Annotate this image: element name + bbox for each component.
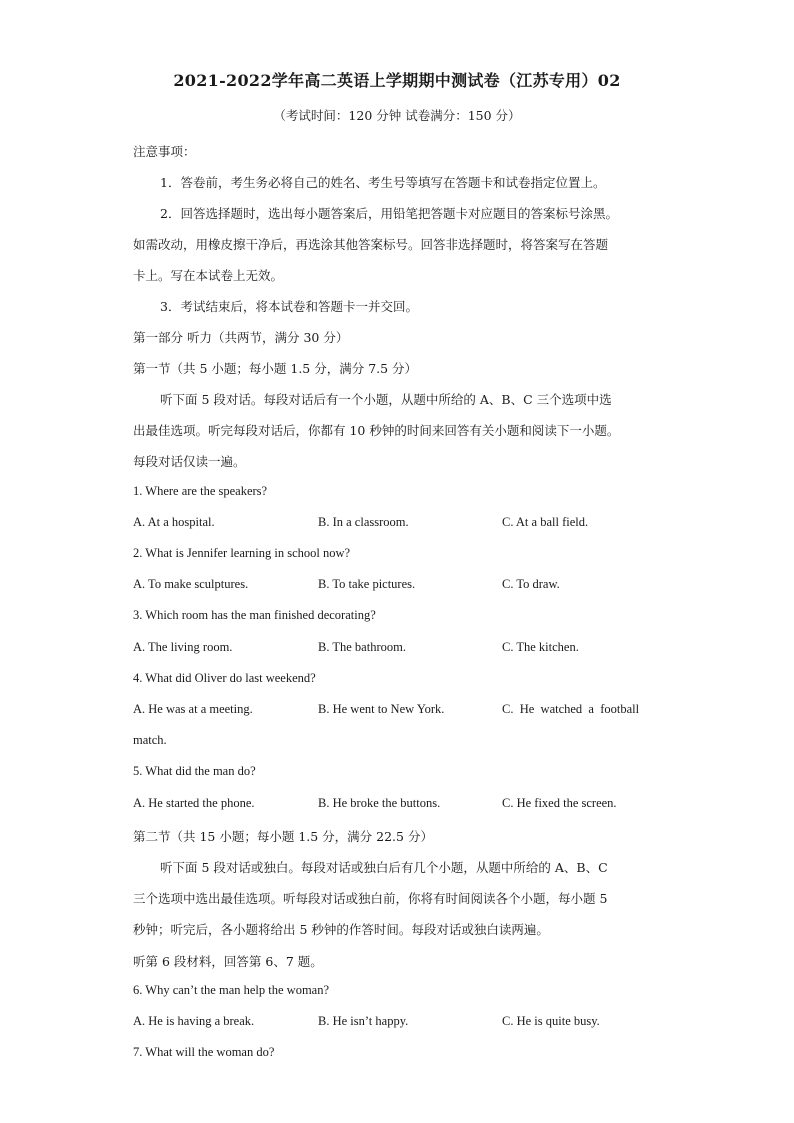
- question-2-option-b: B. To take pictures.: [318, 577, 416, 591]
- question-4-option-a: A. He was at a meeting.: [133, 702, 253, 716]
- note-item-2-line-3: 卡上。写在本试卷上无效。: [133, 268, 284, 283]
- note-item-2-line-2: 如需改动，用橡皮擦干净后，再选涂其他答案标号。回答非选择题时，将答案写在答题: [133, 237, 609, 252]
- question-1-option-a: A. At a hospital.: [133, 515, 215, 529]
- question-6-option-b: B. He isn’t happy.: [318, 1014, 409, 1028]
- question-4-stem: 4. What did Oliver do last weekend?: [133, 671, 316, 685]
- part1-heading: 第一部分 听力（共两节，满分 30 分）: [133, 330, 349, 345]
- question-5-option-b: B. He broke the buttons.: [318, 796, 441, 810]
- question-4-option-c: C. He watched a football: [502, 702, 640, 716]
- question-6-option-a: A. He is having a break.: [133, 1014, 255, 1028]
- question-1-stem: 1. Where are the speakers?: [133, 484, 268, 498]
- note-item-3: 3．考试结束后，将本试卷和答题卡一并交回。: [160, 299, 418, 314]
- question-5-option-c: C. He fixed the screen.: [502, 796, 617, 810]
- section2-instruction-line-1: 听下面 5 段对话或独白。每段对话或独白后有几个小题，从题中所给的 A、B、C: [160, 860, 608, 875]
- question-7-stem: 7. What will the woman do?: [133, 1045, 275, 1059]
- question-2-stem: 2. What is Jennifer learning in school now?: [133, 546, 351, 560]
- section2-heading: 第二节（共 15 小题；每小题 1.5 分，满分 22.5 分）: [133, 829, 433, 844]
- note-item-1: 1．答卷前，考生务必将自己的姓名、考生号等填写在答题卡和试卷指定位置上。: [160, 175, 606, 190]
- question-3-option-c: C. The kitchen.: [502, 640, 579, 654]
- question-3-option-b: B. The bathroom.: [318, 640, 406, 654]
- notes-heading: 注意事项：: [133, 144, 196, 159]
- question-2-option-c: C. To draw.: [502, 577, 560, 591]
- question-4-option-c-continued: match.: [133, 733, 167, 747]
- exam-subtitle: （考试时间：120 分钟 试卷满分：150 分）: [273, 108, 521, 123]
- question-1-option-c: C. At a ball field.: [502, 515, 589, 529]
- section1-instruction-line-2: 出最佳选项。听完每段对话后，你都有 10 秒钟的时间来回答有关小题和阅读下一小题。: [133, 423, 620, 438]
- section1-heading: 第一节（共 5 小题；每小题 1.5 分，满分 7.5 分）: [133, 361, 418, 376]
- question-3-option-a: A. The living room.: [133, 640, 233, 654]
- question-3-stem: 3. Which room has the man finished decorating?: [133, 608, 376, 622]
- question-6-option-c: C. He is quite busy.: [502, 1014, 600, 1028]
- question-4-option-b: B. He went to New York.: [318, 702, 445, 716]
- section2-instruction-line-2: 三个选项中选出最佳选项。听每段对话或独白前，你将有时间阅读各个小题，每小题 5: [133, 891, 608, 906]
- material-6-note: 听第 6 段材料，回答第 6、7 题。: [133, 954, 323, 969]
- question-5-stem: 5. What did the man do?: [133, 764, 256, 778]
- exam-title: 2021-2022学年高二英语上学期期中测试卷（江苏专用）02: [173, 71, 621, 90]
- section2-instruction-line-3: 秒钟；听完后，各小题将给出 5 秒钟的作答时间。每段对话或独白读两遍。: [133, 922, 549, 937]
- note-item-2-line-1: 2．回答选择题时，选出每小题答案后，用铅笔把答题卡对应题目的答案标号涂黑。: [160, 206, 618, 221]
- question-2-option-a: A. To make sculptures.: [133, 577, 249, 591]
- question-6-stem: 6. Why can’t the man help the woman?: [133, 983, 330, 997]
- question-5-option-a: A. He started the phone.: [133, 796, 255, 810]
- section1-instruction-line-1: 听下面 5 段对话。每段对话后有一个小题，从题中所给的 A、B、C 三个选项中选: [160, 392, 612, 407]
- question-1-option-b: B. In a classroom.: [318, 515, 409, 529]
- section1-instruction-line-3: 每段对话仅读一遍。: [133, 454, 246, 469]
